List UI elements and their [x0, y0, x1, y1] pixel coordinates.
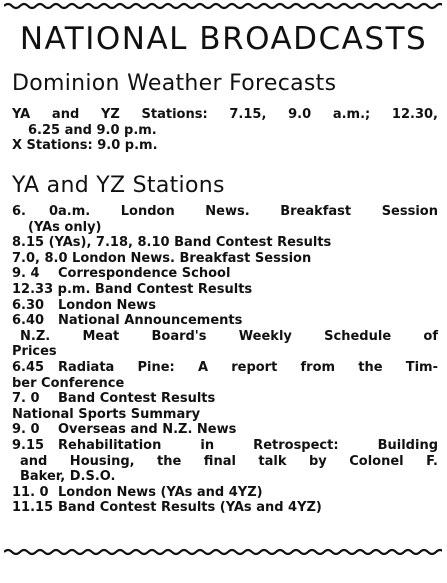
schedule-item — [12, 251, 438, 267]
bottom-wavy-rule — [4, 548, 442, 556]
schedule-time: 11.15 — [12, 500, 54, 516]
schedule-item — [12, 485, 438, 501]
schedule-item — [12, 235, 438, 251]
schedule-text: National Announcements — [58, 313, 243, 329]
schedule-item — [12, 391, 438, 407]
schedule-time: 6.45 — [12, 359, 45, 375]
schedule-item — [12, 313, 438, 329]
schedule-text: (YAs only) — [28, 219, 102, 235]
schedule-item — [12, 422, 438, 438]
schedule-text: ber Conference — [12, 375, 125, 391]
schedule-text: London News — [58, 297, 156, 313]
schedule-item — [12, 220, 438, 236]
schedule-text: Overseas and N.Z. News — [58, 422, 237, 438]
schedule-text: and Housing, the final talk by Colonel F. — [20, 453, 438, 469]
schedule-text: N.Z. Meat Board's Weekly Schedule of — [20, 328, 438, 344]
stations-heading: YA and YZ Stations — [12, 173, 225, 198]
schedule-time: 9. 0 — [12, 422, 40, 438]
schedule-item — [12, 454, 438, 470]
schedule-item — [12, 469, 438, 485]
schedule-text: p.m. Band Contest Results — [57, 281, 253, 297]
schedule-item — [12, 204, 438, 220]
schedule-text: Radiata Pine: A report from the Tim- — [58, 359, 438, 375]
schedule-list — [12, 204, 438, 516]
page-title: NATIONAL BROADCASTS — [19, 21, 428, 57]
schedule-item — [12, 438, 438, 454]
schedule-item — [12, 407, 438, 423]
weather-line: 6.25 and 9.0 p.m. — [28, 122, 157, 138]
schedule-item — [12, 360, 438, 376]
schedule-time: 11. 0 — [12, 484, 49, 500]
schedule-time: 7.0, — [12, 250, 40, 266]
schedule-item — [12, 266, 438, 282]
schedule-time: 9.15 — [12, 437, 45, 453]
schedule-item — [12, 282, 438, 298]
schedule-text: Baker, D.S.O. — [20, 469, 116, 485]
schedule-text: Correspondence School — [58, 266, 231, 282]
schedule-item — [12, 329, 438, 345]
schedule-time: 9. 4 — [12, 266, 40, 282]
schedule-text: Band Contest Results (YAs and 4YZ) — [58, 500, 322, 516]
top-wavy-rule — [4, 2, 442, 10]
schedule-text: 8.0 London News. Breakfast Session — [44, 250, 312, 266]
schedule-item — [12, 500, 438, 516]
schedule-time: 6.30 — [12, 297, 45, 313]
schedule-time: 12.33 — [12, 281, 54, 297]
schedule-time: 6. 0 — [12, 204, 58, 219]
schedule-text: Prices — [12, 344, 57, 360]
weather-heading: Dominion Weather Forecasts — [12, 71, 337, 96]
schedule-time: 8.15 — [12, 235, 45, 251]
schedule-item — [12, 376, 438, 392]
schedule-text: National Sports Summary — [12, 406, 201, 422]
schedule-text: Band Contest Results — [58, 391, 216, 407]
weather-section — [12, 107, 438, 154]
schedule-time: 7. 0 — [12, 391, 40, 407]
schedule-text: (YAs), 7.18, 8.10 Band Contest Results — [48, 235, 332, 251]
weather-line: X Stations: 9.0 p.m. — [12, 138, 158, 154]
schedule-text: London News (YAs and 4YZ) — [58, 484, 263, 500]
schedule-item — [12, 298, 438, 314]
schedule-text: a.m. London News. Breakfast Session — [58, 204, 438, 219]
schedule-time: 6.40 — [12, 313, 45, 329]
weather-line: YA and YZ Stations: 7.15, 9.0 a.m.; 12.30, — [12, 107, 438, 122]
schedule-text: Rehabilitation in Retrospect: Building — [58, 437, 438, 453]
schedule-item — [12, 344, 438, 360]
